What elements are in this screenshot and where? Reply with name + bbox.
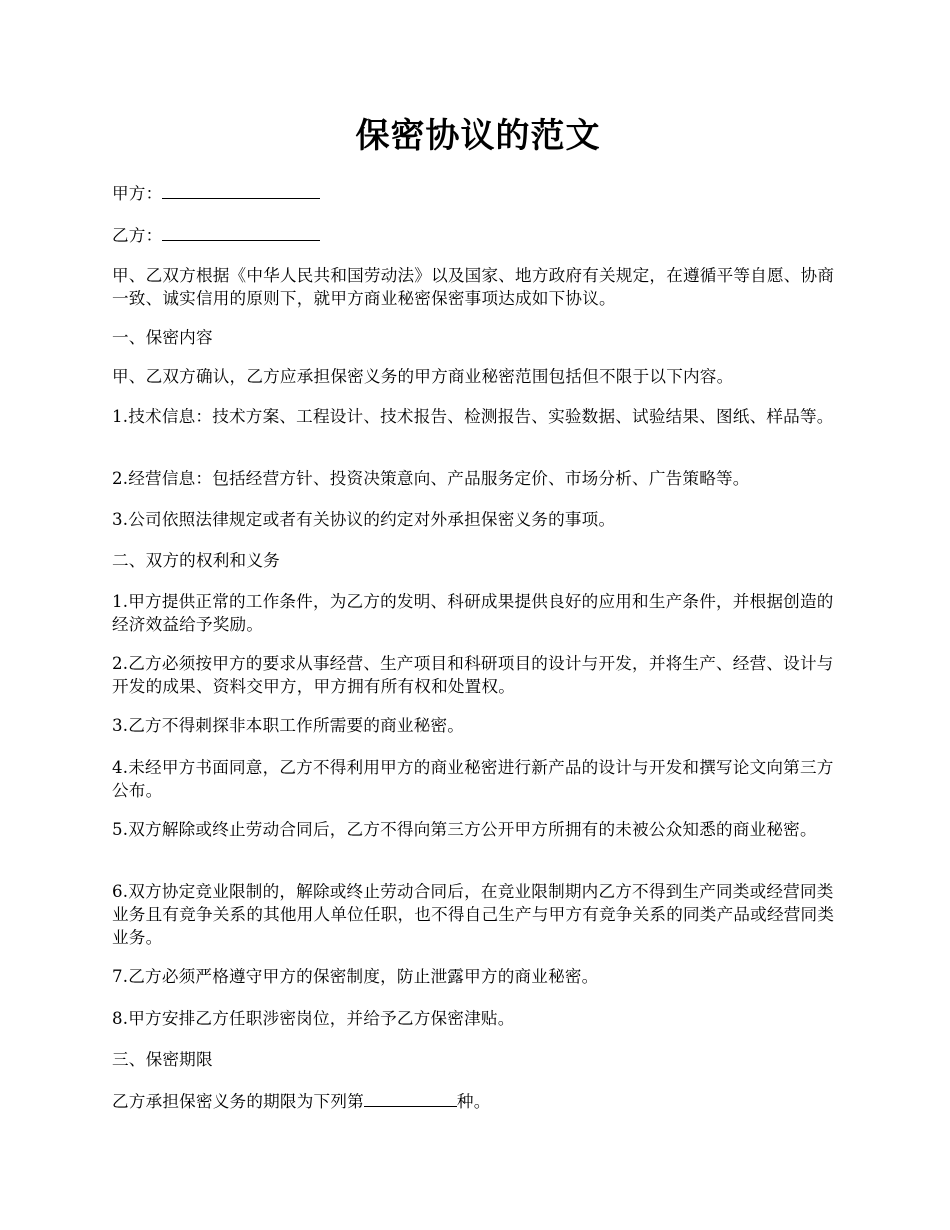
term-blank: [364, 1089, 457, 1107]
section-heading-term: 三、保密期限: [112, 1050, 213, 1069]
party-b-label: 乙方：: [112, 226, 163, 245]
rights-item-8: 8.甲方安排乙方任职涉密岗位，并给予乙方保密津贴。: [112, 1009, 515, 1028]
rights-item-2: 2.乙方必须按甲方的要求从事经营、生产项目和科研项目的设计与开发，并将生产、经营、设计与开发的成果、资料交甲方，甲方拥有所有权和处置权。: [112, 654, 834, 696]
rights-item-3: 3.乙方不得刺探非本职工作所需要的商业秘密。: [112, 716, 465, 735]
party-b-line: [112, 223, 844, 247]
party-a-blank: [162, 181, 320, 199]
item-technical-info: 1.技术信息：技术方案、工程设计、技术报告、检测报告、实验数据、试验结果、图纸、样品等。: [112, 407, 834, 426]
preamble-paragraph: 甲、乙双方根据《中华人民共和国劳动法》以及国家、地方政府有关规定，在遵循平等自愿、协商一致、诚实信用的原则下，就甲方商业秘密保密事项达成如下协议。: [112, 266, 835, 308]
section-heading-rights: 二、双方的权利和义务: [112, 551, 280, 570]
item-legal-obligations: 3.公司依照法律规定或者有关协议的约定对外承担保密义务的事项。: [112, 510, 616, 529]
section-heading-content: 一、保密内容: [112, 328, 213, 347]
term-suffix: 种。: [456, 1092, 491, 1111]
party-a-line: [112, 181, 844, 205]
party-b-blank: [162, 223, 320, 241]
party-a-label: 甲方：: [112, 184, 163, 203]
rights-item-5: 5.双方解除或终止劳动合同后，乙方不得向第三方公开甲方所拥有的未被公众知悉的商业秘密。: [112, 820, 817, 839]
rights-item-7: 7.乙方必须严格遵守甲方的保密制度，防止泄露甲方的商业秘密。: [112, 967, 599, 986]
paragraph-confirmation: 甲、乙双方确认，乙方应承担保密义务的甲方商业秘密范围包括但不限于以下内容。: [112, 367, 734, 386]
rights-item-4: 4.未经甲方书面同意，乙方不得利用甲方的商业秘密进行新产品的设计与开发和撰写论文向第三方公布。: [112, 758, 834, 800]
term-line: [112, 1089, 844, 1113]
item-business-info: 2.经营信息：包括经营方针、投资决策意向、产品服务定价、市场分析、广告策略等。: [112, 469, 750, 488]
document-title: 保密协议的范文: [355, 116, 601, 156]
term-prefix: 乙方承担保密义务的期限为下列第: [112, 1092, 364, 1111]
rights-item-6: 6.双方协定竞业限制的，解除或终止劳动合同后，在竞业限制期内乙方不得到生产同类或经营同类业务且有竞争关系的其他用人单位任职，也不得自己生产与甲方有竞争关系的同类产品或经营同类业务。: [112, 882, 835, 947]
rights-item-1: 1.甲方提供正常的工作条件，为乙方的发明、科研成果提供良好的应用和生产条件，并根据创造的经济效益给予奖励。: [112, 592, 834, 634]
